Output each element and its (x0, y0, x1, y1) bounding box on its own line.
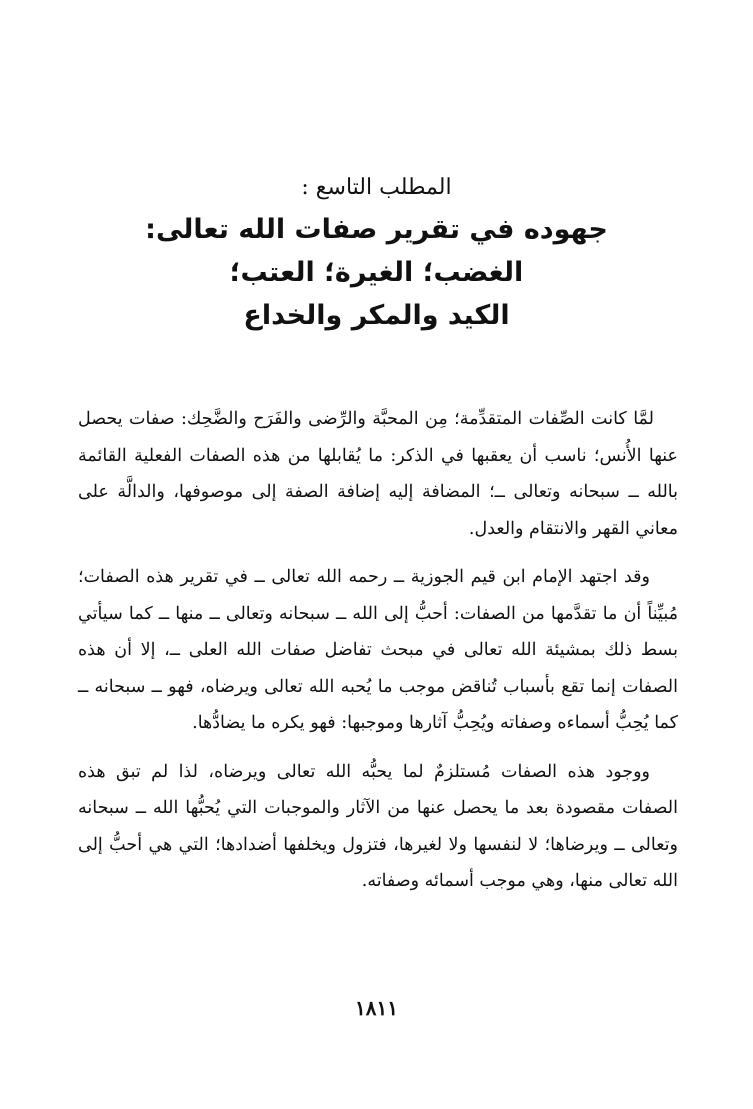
paragraph-1: لمَّا كانت الصِّفات المتقدِّمة؛ مِن المحبَّة والرِّضى والفَرَح والضَّحِك: صفات يحصل عنها الأُنس؛ ناسب أن يعقبها في الذكر: ما يُقابلها من هذه الصفات الفعلية القائمة بالله ــ سبحانه وتعالى ــ؛ المضافة إليه إضافة الصفة إلى موصوفها، والدالَّة على معاني القهر والانتقام والعدل. (78, 409, 678, 539)
paragraph-3: ووجود هذه الصفات مُستلزمٌ لما يحبُّه الله تعالى ويرضاه، لذا لم تبق هذه الصفات مقصودة بعد ما يحصل عنها من الآثار والموجبات التي يُحبُّها الله ــ سبحانه وتعالى ــ ويرضاها؛ لا لنفسها ولا لغيرها، فتزول ويخلفها أضدادها؛ التي هي أحبُّ إلى الله تعالى منها، وهي موجب أسمائه وصفاته. (78, 761, 678, 891)
body-text (78, 401, 678, 900)
section-heading (90, 168, 663, 337)
paragraph-2: وقد اجتهد الإمام ابن قيم الجوزية ــ رحمه الله تعالى ــ في تقرير هذه الصفات؛ مُبيِّناً أن ما تقدَّمها من الصفات: أحبُّ إلى الله ــ سبحانه وتعالى ــ منها ــ كما سيأتي بسط ذلك بمشيئة الله تعالى في مبحث تفاضل صفات الله العلى ــ، إلا أن هذه الصفات إنما تقع بأسباب تُناقض موجب ما يُحبه الله تعالى ويرضاه، فهو ــ سبحانه ــ كما يُحِبُّ أسماءه وصفاته ويُحِبُّ آثارها وموجبها: فهو يكره ما يضادُّها. (78, 567, 678, 733)
section-title-line-1: جهوده في تقرير صفات الله تعالى: (145, 214, 608, 245)
section-title-line-3: الكيد والمكر والخداع (243, 300, 510, 331)
section-label: المطلب التاسع : (301, 175, 452, 200)
section-title-line-2: الغضب؛ الغيرة؛ العتب؛ (229, 257, 524, 288)
page-number: ١٨١١ (355, 996, 398, 1020)
